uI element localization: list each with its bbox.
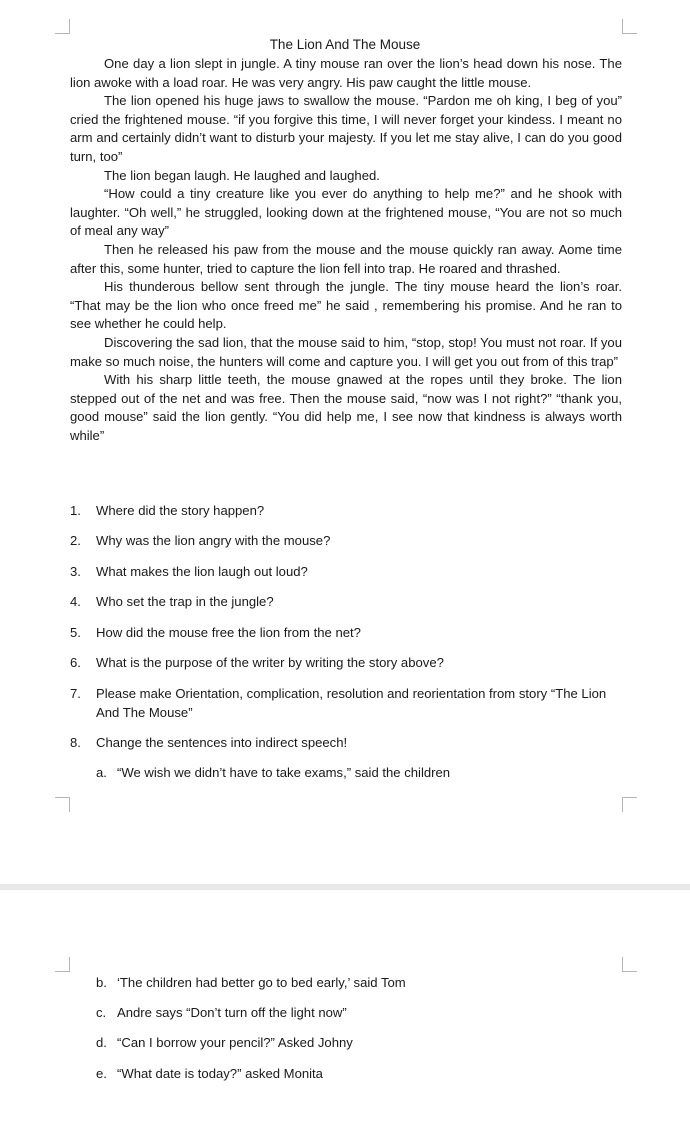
question-text: Where did the story happen? (96, 503, 265, 518)
sub-item-text: Andre says “Don’t turn off the light now” (117, 1005, 347, 1020)
sub-item-letter: e. (96, 1066, 107, 1081)
page-2 (0, 890, 690, 1145)
corner-mark-top-left (55, 19, 70, 34)
story-paragraph: “How could a tiny creature like you ever do anything to help me?” and he shook with laughter. “Oh well,” he struggled, looking down at the frightened mouse, “You are not so much of meal any way” (70, 186, 622, 239)
question-item (70, 502, 630, 521)
corner-mark-top-right (622, 19, 637, 34)
question-number: 8. (70, 735, 81, 750)
sub-item-text: “What date is today?” asked Monita (117, 1066, 323, 1081)
sub-item-letter: b. (96, 975, 107, 990)
story-paragraph: His thunderous bellow sent through the jungle. The tiny mouse heard the lion’s roar. “That may be the lion who once freed me” he said , remembering his promise. And he ran to see whether he could help. (70, 279, 622, 332)
sub-item (96, 1034, 616, 1053)
question-text: How did the mouse free the lion from the net? (96, 625, 361, 640)
question-text: What makes the lion laugh out loud? (96, 564, 308, 579)
corner-mark-bottom-left (55, 797, 70, 812)
question-text: What is the purpose of the writer by writing the story above? (96, 655, 444, 670)
question-item (70, 532, 630, 551)
corner-mark-top-right (622, 957, 637, 972)
sub-item (96, 764, 616, 783)
question-number: 5. (70, 625, 81, 640)
story-paragraph: The lion began laugh. He laughed and laughed. (104, 167, 380, 183)
sub-item-text: “We wish we didn’t have to take exams,” said the children (117, 765, 451, 780)
sub-item (96, 1004, 616, 1023)
story-paragraph: The lion opened his huge jaws to swallow the mouse. “Pardon me oh king, I beg of you” cried the frightened mouse. “if you forgive this time, I will never forget your kindess. I meant no arm and certainly didn’t want to disturb your majesty. If you let me stay alive, I can do you good turn, too” (70, 93, 622, 164)
story-paragraph: Discovering the sad lion, that the mouse said to him, “stop, stop! You must not roar. If you make so much noise, the hunters will come and capture you. I will get you out from of this trap” (70, 334, 622, 369)
sub-item-letter: a. (96, 765, 107, 780)
sub-item-letter: c. (96, 1005, 107, 1020)
story-text (70, 55, 622, 445)
question-number: 6. (70, 655, 81, 670)
question-item (70, 563, 630, 582)
story-paragraph: Then he released his paw from the mouse and the mouse quickly ran away. Aome time after this, some hunter, tried to capture the lion fell into trap. He roared and thrashed. (70, 241, 622, 276)
question-number: 7. (70, 686, 81, 701)
story-paragraph: With his sharp little teeth, the mouse gnawed at the ropes until they broke. The lion stepped out of the net and was free. Then the mouse said, “now was I not right?” “thank you, good mouse” said the lion gently. “You did help me, I see now that kindness is always worth while” (70, 372, 622, 443)
question-item (70, 685, 630, 722)
sub-item-text: “Can I borrow your pencil?” Asked Johny (117, 1035, 353, 1050)
question-number: 4. (70, 594, 81, 609)
corner-mark-top-left (55, 957, 70, 972)
question-item (70, 624, 630, 643)
question-text: Who set the trap in the jungle? (96, 594, 274, 609)
sub-item-text: ‘The children had better go to bed early,’ said Tom (117, 975, 406, 990)
question-number: 3. (70, 564, 81, 579)
corner-mark-bottom-right (622, 797, 637, 812)
story-paragraph: One day a lion slept in jungle. A tiny mouse ran over the lion’s head down his nose. The lion awoke with a load roar. He was very angry. His paw caught the little mouse. (70, 56, 622, 90)
question-text: Change the sentences into indirect speech! (96, 735, 348, 750)
question-text: Why was the lion angry with the mouse? (96, 533, 331, 548)
question-item (70, 734, 630, 753)
sub-item (96, 974, 616, 993)
document-title: The Lion And The Mouse (269, 37, 421, 52)
sub-item (96, 1065, 616, 1084)
question-number: 1. (70, 503, 81, 518)
question-item (70, 654, 630, 673)
question-number: 2. (70, 533, 81, 548)
sub-item-letter: d. (96, 1035, 107, 1050)
question-item (70, 593, 630, 612)
question-text: Please make Orientation, complication, resolution and reorientation from story “The Lion And The Mouse” (96, 686, 607, 720)
